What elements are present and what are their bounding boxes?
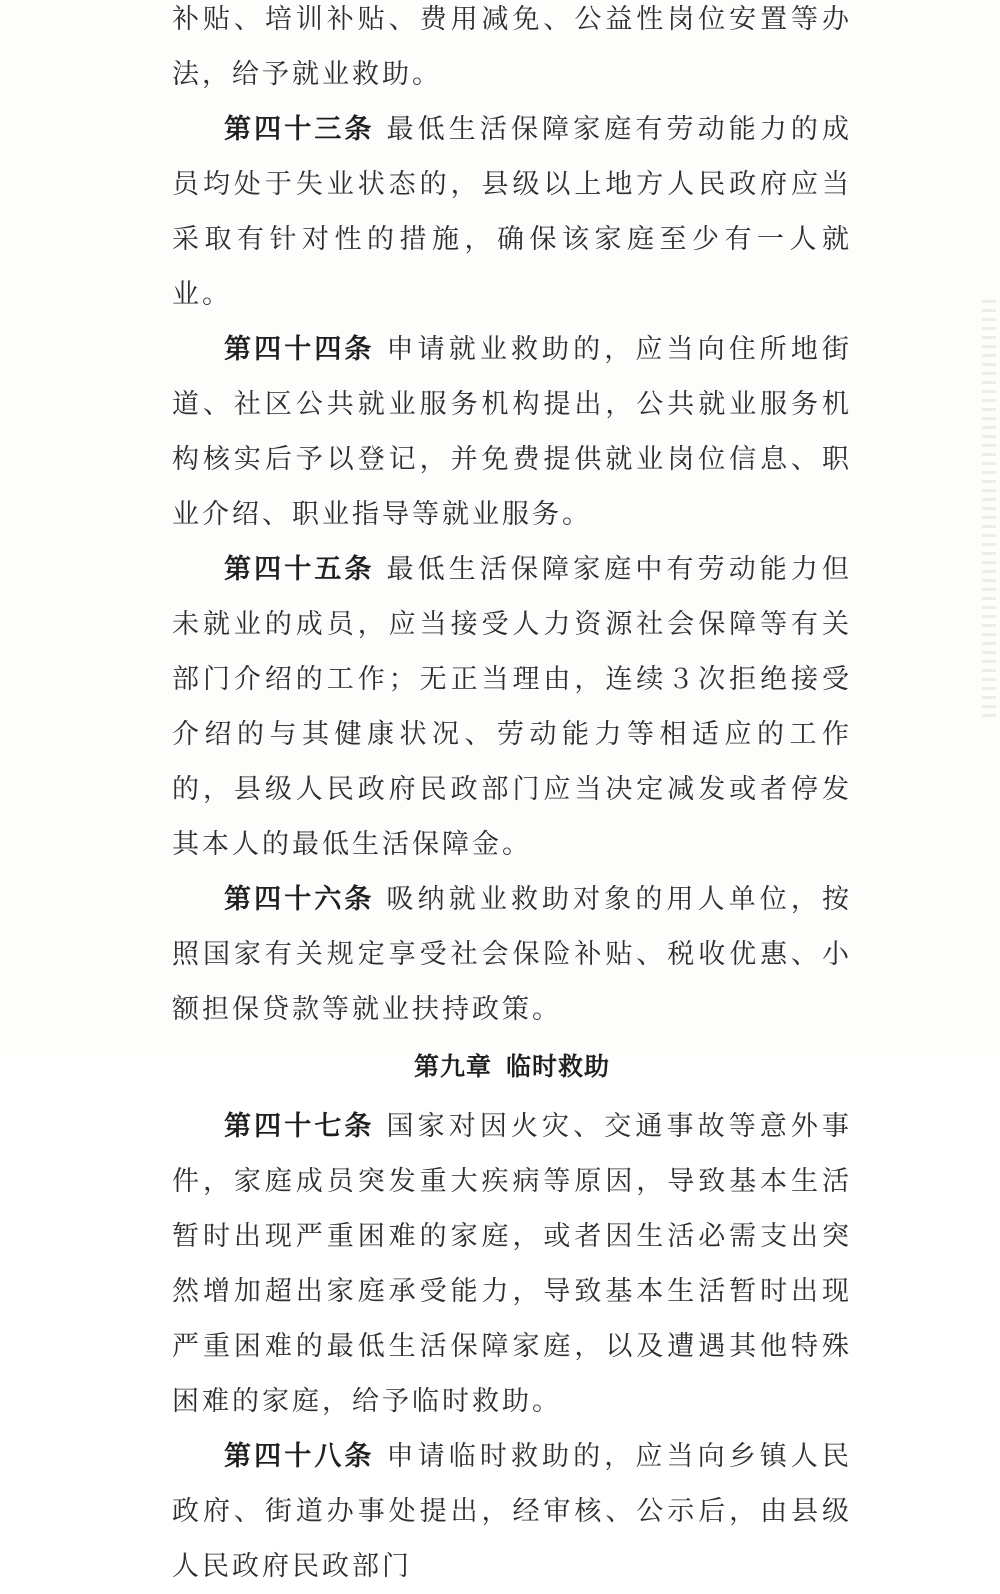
scan-edge-noise [982,300,996,720]
article-48 [172,1429,852,1594]
article-label: 第四十八条 [224,1441,375,1472]
article-label: 第四十六条 [224,884,375,915]
article-text: 申请就业救助的，应当向住所地街道、社区公共就业服务机构提出，公共就业服务机构核实后予以登记，并免费提供就业岗位信息、职业介绍、职业指导等就业服务。 [172,334,853,530]
article-text: 国家对因火灾、交通事故等意外事件，家庭成员突发重大疾病等原因，导致基本生活暂时出现严重困难的家庭，或者因生活必需支出突然增加超出家庭承受能力，导致基本生活暂时出现严重困难的最低生活保障家庭，以及遭遇其他特殊困难的家庭，给予临时救助。 [172,1111,853,1417]
article-label: 第四十四条 [224,334,375,365]
article-label: 第四十五条 [224,554,375,585]
article-label: 第四十三条 [224,114,375,145]
article-47 [172,1099,852,1429]
article-text: 吸纳就业救助对象的用人单位，按照国家有关规定享受社会保险补贴、税收优惠、小额担保贷款等就业扶持政策。 [172,884,853,1025]
document-body [172,0,852,1594]
article-text: 最低生活保障家庭中有劳动能力但未就业的成员，应当接受人力资源社会保障等有关部门介绍的工作；无正当理由，连续３次拒绝接受介绍的与其健康状况、劳动能力等相适应的工作的，县级人民政府民政部门应当决定减发或者停发其本人的最低生活保障金。 [172,554,853,860]
article-44 [172,322,852,542]
article-43 [172,102,852,322]
chapter-heading [172,1039,852,1095]
article-45 [172,542,852,872]
chapter-title: 临时救助 [506,1052,611,1081]
paragraph-continuation: 补贴、培训补贴、费用减免、公益性岗位安置等办法，给予就业救助。 [172,4,852,90]
article-label: 第四十七条 [224,1111,375,1142]
article-text: 最低生活保障家庭有劳动能力的成员均处于失业状态的，县级以上地方人民政府应当采取有针对性的措施，确保该家庭至少有一人就业。 [172,114,853,310]
chapter-number: 第九章 [413,1052,492,1081]
article-46 [172,872,852,1037]
article-text: 申请临时救助的，应当向乡镇人民政府、街道办事处提出，经审核、公示后，由县级人民政府民政部门 [172,1441,853,1582]
